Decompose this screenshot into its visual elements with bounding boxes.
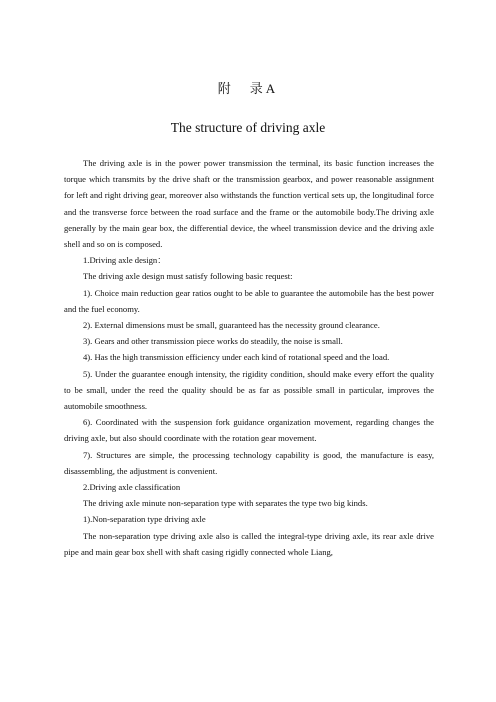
paragraph-design-request: The driving axle design must satisfy following basic request: [83,271,293,282]
list-item-2: 2). External dimensions must be small, guaranteed has the necessity ground clearance. [83,320,380,331]
paragraph-intro: The driving axle is in the power power transmission the terminal, its basic function increases the torque which transmits by the drive shaft or the transmission gearbox, and power reasonable assignment for left and right driving gear, moreover also withstands the function vertical sets up, the longitudinal force and the transverse force between the road surface and the frame or the automobile body.The driving axle generally by the main gear box, the differential device, the wheel transmission device and the driving axle shell and so on is composed. [64,158,434,250]
section-heading-design: 1.Driving axle design： [83,255,166,266]
list-item-3: 3). Gears and other transmission piece works do steadily, the noise is small. [83,336,343,347]
subsection-heading-non-separation: 1).Non-separation type driving axle [83,514,206,525]
body-text [64,155,434,560]
list-item-4: 4). Has the high transmission efficiency under each kind of rotational speed and the load. [83,352,390,363]
appendix-heading: 附 录A [217,81,279,96]
list-item-1: 1). Choice main reduction gear ratios ought to be able to guarantee the automobile has the best power and the fuel economy. [64,287,434,314]
section-heading-classification: 2.Driving axle classification [83,482,181,493]
list-item-6: 6). Coordinated with the suspension fork guidance organization movement, regarding changes the driving axle, but also should coordinate with the rotation gear movement. [64,417,434,444]
list-item-5: 5). Under the guarantee enough intensity, the rigidity condition, should make every effort the quality to be small, under the reed the quality should be as far as possible small in particular, improves the automobile smoothness. [64,368,434,412]
paragraph-non-separation: The non-separation type driving axle also is called the integral-type driving axle, its rear axle drive pipe and main gear box shell with shaft casing rigidly connected whole Liang, [64,530,434,557]
paragraph-classification: The driving axle minute non-separation type with separates the type two big kinds. [83,498,368,509]
list-item-7: 7). Structures are simple, the processing technology capability is good, the manufacture is easy, disassembling, the adjustment is convenient. [64,449,434,476]
document-title: The structure of driving axle [170,120,326,135]
